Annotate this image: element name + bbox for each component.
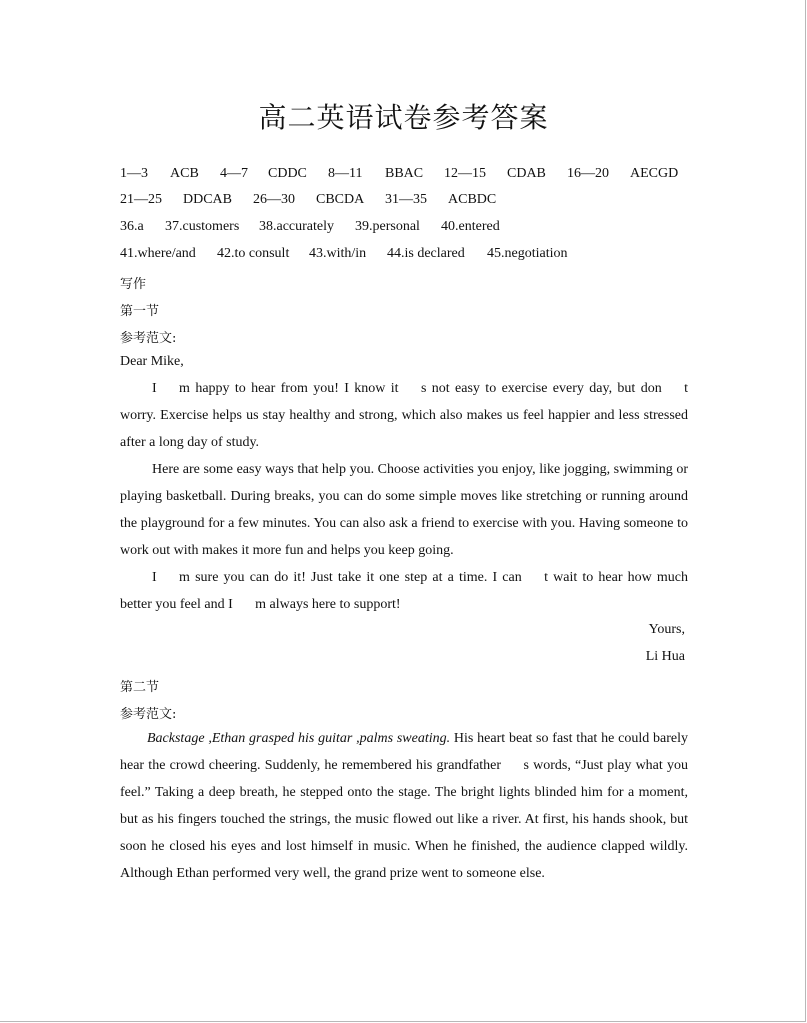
- answer-key: CDAB: [507, 166, 546, 181]
- section-2-heading: 第二节: [120, 680, 160, 695]
- letter-paragraph-3: [120, 564, 688, 618]
- letter-greeting: Dear Mike,: [120, 354, 184, 369]
- answer-range: 31—35: [385, 192, 427, 207]
- answer-range: 21—25: [120, 192, 162, 207]
- answer-range: 12—15: [444, 166, 486, 181]
- answer-item: 42.to consult: [217, 246, 290, 261]
- letter-paragraph-2: [120, 456, 688, 564]
- answer-item: 45.negotiation: [487, 246, 568, 261]
- answer-range: 8—11: [328, 166, 363, 181]
- answer-key: ACB: [170, 166, 199, 181]
- story-text: His heart beat so fast that he could barely hear the crowd cheering. Suddenly, he remembered his grandfathers words, “Just play what you feel.” Taking a deep breath, he stepped onto the stage. The bright lights blinded him for a moment, but as his fingers touched the strings, the music flowed out like a river. At first, his hands shook, but soon he closed his eyes and lost himself in music. When he finished, the audience clapped wildly. Although Ethan performed very well, the grand prize went to someone else.: [120, 731, 688, 881]
- sample-story-label: 参考范文:: [120, 707, 177, 722]
- answer-item: 39.personal: [355, 219, 420, 234]
- page-title: 高二英语试卷参考答案: [258, 101, 549, 134]
- letter-signature: Li Hua: [645, 649, 685, 664]
- answer-row-3: [120, 219, 500, 235]
- answer-key: AECGD: [630, 166, 679, 181]
- sample-essay-label: 参考范文:: [120, 331, 177, 346]
- answer-item: 41.where/and: [120, 246, 196, 261]
- answer-item: 37.customers: [165, 219, 240, 234]
- letter-paragraph-1: [120, 375, 688, 456]
- answer-range: 26—30: [253, 192, 295, 207]
- answer-item: 36.a: [120, 219, 144, 234]
- paragraph-text: Im happy to hear from you! I know its not easy to exercise every day, but dont worry. Exercise helps us stay healthy and strong, which also makes us feel happier and less stressed after a long day of study.: [120, 381, 688, 450]
- section-1-heading: 第一节: [120, 304, 160, 319]
- answer-row-1: [120, 166, 678, 182]
- answer-range: 16—20: [567, 166, 609, 181]
- paragraph-text: Here are some easy ways that help you. Choose activities you enjoy, like jogging, swimming or playing basketball. During breaks, you can do some simple moves like stretching or running around the playground for a few minutes. You can also ask a friend to exercise with you. Having someone to work out with makes it more fun and helps you keep going.: [120, 462, 688, 558]
- answer-key: CBCDA: [316, 192, 365, 207]
- answer-item: 44.is declared: [387, 246, 465, 261]
- answer-range: 1—3: [120, 166, 148, 181]
- answer-row-4: [120, 246, 568, 262]
- answer-key: DDCAB: [183, 192, 233, 207]
- letter-closing: Yours,: [648, 622, 685, 637]
- answer-key: BBAC: [385, 166, 424, 181]
- answer-key: ACBDC: [448, 192, 497, 207]
- answer-item: 43.with/in: [309, 246, 367, 261]
- story-paragraph: [120, 725, 688, 887]
- answer-row-2: [120, 192, 496, 208]
- answer-item: 40.entered: [441, 219, 500, 234]
- answer-range: 4—7: [220, 166, 248, 181]
- writing-heading: 写作: [120, 277, 147, 292]
- answer-item: 38.accurately: [259, 219, 335, 234]
- story-lead-sentence: Backstage ,Ethan grasped his guitar ,palms sweating.: [147, 731, 451, 746]
- paragraph-text: Im sure you can do it! Just take it one step at a time. I cant wait to hear how much better you feel and Im always here to support!: [120, 570, 688, 612]
- answer-key: CDDC: [268, 166, 307, 181]
